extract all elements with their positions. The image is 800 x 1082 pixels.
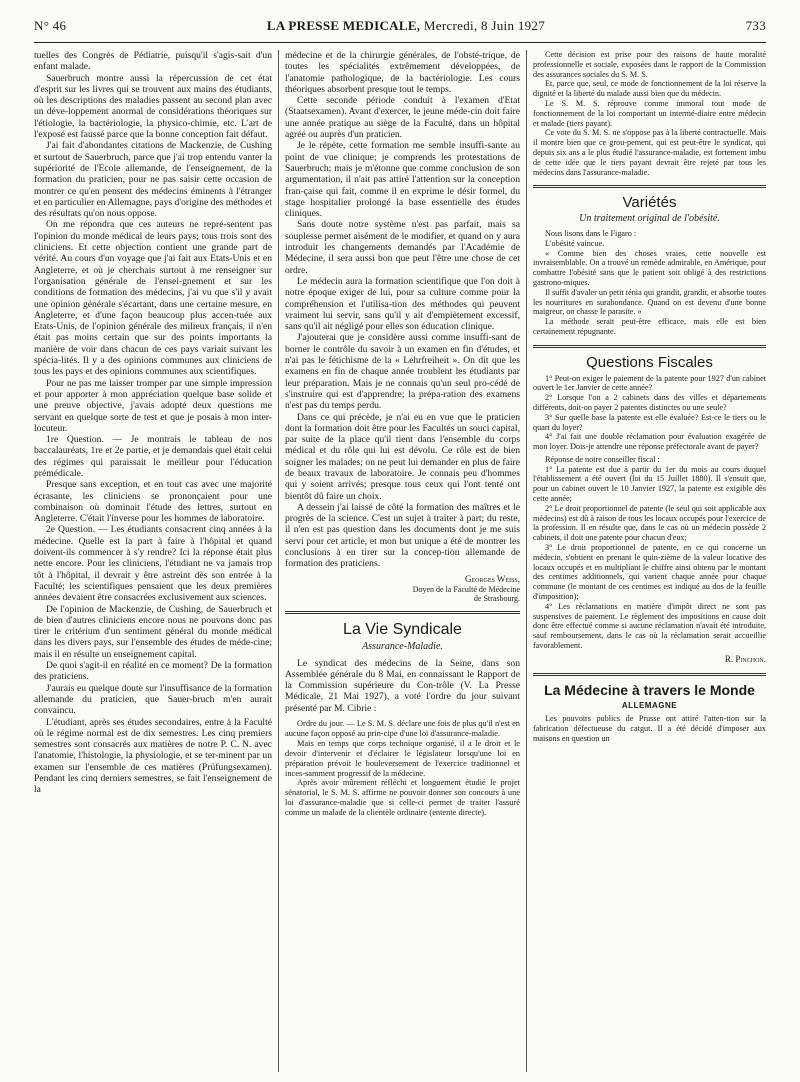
paragraph: Ce vote du S. M. S. ne s'oppose pas à la liberté contractuelle. Mais il montre bien que ce grou-pement, qui est peut-être le syndicat, qui depuis six ans a le plus étudié l'assurance-maladie, est fortement imbu de cette idée que le tiers payant devrait être rejeté par tous les médecins dans l'assurance-maladie. [533, 128, 766, 177]
paragraph: J'ajouterai que je considère aussi comme insuffi-sant de borner le contrôle du savoir à un examen en fin d'études, et n'ai pas le fétichisme de la « Lehrfreiheit ». On dit que les examens en fin de chaque année troublent les étudiants par leur préparation. Mais je ne connais qu'un seul pro-cédé de s'instruire qui est d'apprendre; la prépa-ration des examens n'est pas du temps perdu. [285, 332, 520, 412]
paragraph: « Comme bien des choses vraies, cette nouvelle est invraisemblable. On a trouvé un remède admirable, en Amérique, pour combattre l'obésité sans que le patient soit obligé à des restrictions gastrono-miques. [533, 248, 766, 287]
journal-title [267, 18, 545, 34]
column-3 [533, 50, 766, 744]
paragraph: Ordre du jour. — Le S. M. S. déclare une fois de plus qu'il n'est en aucune façon opposé au prin-cipe d'une loi d'assurance-maladie. [285, 719, 520, 738]
paragraph: Le médecin aura la formation scientifique que l'on doit à notre époque exiger de lui, pour sa culture comme pour la compréhension et l'utilisa-tion des méthodes qui peuvent vraiment lui servir, sans qu'il y ait d'empiètement excessif, sans qu'il ait négligé pour elles son éducation clinique. [285, 275, 520, 333]
paragraph: Et, parce que, seul, ce mode de fonctionnement de la loi réserve la dignité et la liberté du malade aussi bien que du médecin. [533, 79, 766, 99]
paragraph: Cette seconde période conduit à l'examen d'Etat (Staatsexamen). Avant d'exercer, le jeune méde-cin doit faire une année pratique au siège de la Faculté, dans un hôpital agréé ou auprès d'un praticien. [285, 95, 520, 141]
paragraph: 3° Sur quelle base la patente est elle évaluée? Est-ce le tiers ou le quart du loyer? [533, 412, 766, 432]
paragraph: Sans doute notre système n'est pas parfait, mais sa souplesse permet aisément de le modifier, et quand on y aura introduit les changements demandés par l'Académie de Médecine, il sera aussi bon que peut l'être une chose de cet ordre. [285, 219, 520, 276]
paragraph: Le S. M. S. réprouve comme immoral tout mode de fonctionnement de la loi comportant un intermé-diaire entre médecin et malade (tiers payant). [533, 98, 766, 128]
paragraph: L'étudiant, après ses études secondaires, entre à la Faculté où le régime normal est de dix semestres. Les cinq premiers semestres sont consacrés aux matières de notre P. C. N. avec l'anatomie, l'histologie, la physiologie, et se ter-minent par un examen sur l'ensemble de ces matières (Prüfungsexamen). Pendant les cinq derniers semestres, se fait l'enseignement de la [34, 716, 272, 796]
issue-number: N° 46 [34, 18, 67, 33]
signature-title-2: de Strasbourg. [473, 593, 520, 603]
paragraph: 2° Le droit proportionnel de patente (le seul qui soit applicable aux médecins) est dû à raison de tous les locaux occupés pour l'exercice de la profession. Il en résulte que, dans le cas où un médecin possède 2 cabinets, il doit une patente pour chacun d'eux; [533, 503, 766, 543]
paragraph: 1re Question. — Je montrais le tableau de nos baccalauréats, 1re et 2e partie, et je demandais quel était celui des régimes qui paraissait le meilleur pour l'éducation prémédicale. [34, 434, 272, 479]
paragraph: Pour ne pas me laisser tromper par une simple impression et pour apporter à mon appréciation quelque base solide et une preuve objective, j'avais adopté deux questions me servant en quelque sorte de test et que je posais à mon inter-locuteur. [34, 377, 272, 434]
paragraph: J'ai fait d'abondantes citations de Mackenzie, de Cushing et surtout de Sauerbruch, parce que j'ai trop entendu vanter la supériorité de l'Ecole allemande, de l'enseignement, de la formation du praticien, pour ne pas saisir cette occasion de montrer ce qu'en pensent des médecins éminents à l'étranger et en particulier en Allemagne, pays d'origine des méthodes et des résultats qu'on nous oppose. [34, 140, 272, 220]
paragraph: Presque sans exception, et en tout cas avec une majorité écrasante, les cliniciens se prononçaient pour une combinaison où dominait l'étude des lettres, surtout en Angleterre. C'était l'inverse pour les hommes de laboratoire. [34, 479, 272, 525]
paragraph: Cette décision est prise pour des raisons de haute moralité professionnelle et sociale, exposées dans le rapport de la Commission des assurances sociales du S. M. S. [533, 50, 766, 79]
paragraph: J'aurais eu quelque doute sur l'insuffisance de la formation allemande du praticien, que Sauer-bruch m'en aurait convaincu. [34, 682, 272, 717]
fiscal-answer-intro: Réponse de notre conseiller fiscal : [545, 454, 660, 464]
article-signature: Georges Weiss, [464, 573, 520, 584]
paragraph: Après avoir mûrement réfléchi et longuement étudié le projet sénatorial, le S. M. S. affirme ne pouvoir donner son concours à une loi d'assurance-maladie que si celle-ci permet de traiter l'assuré comme un malade de la clientèle ordinaire (entente directe). [285, 778, 520, 818]
section-rule [533, 185, 766, 188]
syndicale-intro: Le syndicat des médecins de la Seine, dans son Assemblée générale du 8 Mai, en connaissant le Rapport de la Commission supérieure du Con-trôle (V. La Presse Médicale, 21 Mai 1927), a voté l'ordre du jour suivant présenté par M. Cibrie : [285, 657, 520, 714]
paragraph: médecine et de la chirurgie générales, de l'obsté-trique, de toutes les spécialités extrêmement développées, de l'anatomie pathologique, de la bactériologie. Les cours théoriques absorbent presque tout le temps. [285, 50, 520, 95]
signature-title-1: Doyen de la Faculté de Médecine [412, 584, 520, 594]
paragraph: 1° La patente est due à partir du 1er du mois au cours duquel l'établissement a été ouvert (loi du 15 Juillet 1880). Il s'ensuit que, pour un cabinet ouvert le 10 Janvier 1927, la patente est exigible dès cette année; [533, 464, 766, 504]
paragraph: Il suffit d'avaler un petit ténia qui grandit, grandit, et absorbe toutes les nourritures en surabondance. Quand on est devenu d'une bonne maigreur, on chasse le parasite. » [533, 287, 766, 317]
country-heading: ALLEMAGNE [621, 701, 678, 711]
column-1 [34, 50, 272, 796]
paragraph: De quoi s'agit-il en réalité en ce moment? De la formation des praticiens. [34, 660, 272, 683]
section-subtitle-obesite: Un traitement original de l'obésité. [579, 213, 720, 225]
paragraph: 1° Peut-on exiger le paiement de la patente pour 1927 d'un cabinet ouvert le 1er Janvier de cette année? [533, 373, 766, 393]
syndicale-continuation [533, 50, 766, 177]
paragraph: On me répondra que ces auteurs ne repré-sentent pas l'opinion du monde médical de leurs pays; tous trois sont des cliniciens. Et cette objection contient une grande part de vérité. Au cours d'un voyage que j'ai fait aux Etats-Unis et en Angleterre, et où je cherchais surtout à me renseigner sur l'organisation générale de l'ensei-gnement et sur les conditions de formation des médecins, j'ai vu que s'il y avait une opinion générale s'écartant, dans une certaine mesure, en Angleterre, et d'une façon beaucoup plus accen-tuée aux Etats-Unis, de l'opinion générale des milieux français, il n'en était pas moins certain que sur des points importants la manière de voir dans chacun de ces pays variait suivant les spécia-lités. Il y a des opinions communes aux cliniciens de tous les pays et des opinions communes aux scientifiques. [34, 219, 272, 378]
journal-name: LA PRESSE MEDICALE, [266, 18, 421, 33]
paragraph: Nous lisons dans le Figaro : [545, 228, 637, 238]
paragraph: De l'opinion de Mackenzie, de Cushing, de Sauerbruch et de bien d'autres cliniciens encore nous ne pouvons donc pas tirer le critérium d'un sentiment général du monde médical dans les divers pays, sur l'ensemble des études de méde-cine; mais il en résulte un enseignement capital. [34, 603, 272, 660]
column-2 [285, 50, 520, 818]
page-header [34, 18, 766, 40]
section-rule [533, 673, 766, 676]
monde-paragraph: Les pouvoirs publics de Prusse ont attiré l'atten-tion sur la fabrication défectueuse du catgut. Il a été décidé d'imposer aux maisons en question un [533, 714, 766, 743]
paragraph: tuelles des Congrès de Pédiatrie, puisqu'il s'agis-sait d'un enfant malade. [34, 50, 272, 73]
paragraph: La méthode serait peut-être efficace, mais elle est bien certainement répugnante. [533, 317, 766, 336]
section-title-monde: La Médecine à travers le Monde [544, 681, 755, 698]
page-number: 733 [745, 18, 766, 33]
paragraph: Mais en temps que corps technique organisé, il a le droit et le devoir d'intervenir et d'éclairer le législateur lorsqu'une loi en préparation prévoit le bouleversement de l'exercice traditionnel et inces-samment progressif de la médecine. [285, 738, 520, 778]
issue-date: Mercredi, 8 Juin 1927 [423, 18, 546, 33]
column-divider [526, 50, 527, 1072]
syndicale-resolution [285, 719, 520, 818]
fiscal-signature: R. Pinchon. [724, 653, 766, 664]
paragraph: 2° Lorsque l'on a 2 cabinets dans des villes et départements différents, doit-on payer 2 patentes distinctes ou une seule? [533, 393, 766, 412]
article-continuation [285, 50, 520, 570]
paragraph: Je le répète, cette formation me semble insuffi-sante au point de vue clinique; je comprends les protestations de Sauerbruch; mais je m'étonne que comme conclusion de son argumentation, il n'ait pas attiré l'attention sur la conception fran-çaise qui fait, comme il en exprime le désir formel, du stage hospitalier prolongé la base essentielle des études cliniques. [285, 140, 520, 220]
section-rule [533, 345, 766, 348]
fiscal-answers [533, 465, 766, 651]
section-title-syndicale: La Vie Syndicale [343, 620, 462, 638]
varietes-body [533, 229, 766, 337]
paragraph: A dessein j'ai laissé de côté la formation des maîtres et le progrès de la science. C'est un sujet à traiter à part; du reste, il n'en est pas question dans les documents dont je me suis servi pour cet article, et mon but unique a été de montrer les conclusions à en tirer sur la concep-tion allemande de formation des praticiens. [285, 501, 520, 570]
fiscal-questions [533, 374, 766, 452]
section-subtitle-assurance: Assurance-Maladie. [362, 641, 443, 653]
paragraph: Sauerbruch montre aussi la répercussion de cet état d'esprit sur les livres qui se trouvent aux mains des étudiants, où les descriptions des maladies passent au second plan avec un déve-loppement anormal de considérations théoriques sur l'étiologie, la bactériologie, la physico-chimie, etc. L'art de l'exposé est faussé parce que la bonne conception fait défaut. [34, 72, 272, 141]
paragraph: Dans ce qui précède, je n'ai eu en vue que le praticien dont la formation doit être pour les Facultés un souci capital, par suite de la place qu'il tient dans l'ensemble du corps médical et du rôle qui lui est dévolu. Ce rôle est de bien soigner les malades; on ne peut lui demander en plus de faire de beaux travaux de laboratoire. Je connais peu d'hommes qui y soient arrivés; presque tous ceux qui l'ont tenté ont bientôt dû faire un choix. [285, 411, 520, 502]
paragraph: L'obésité vaincue. [545, 238, 605, 248]
section-title-fiscales: Questions Fiscales [586, 353, 713, 371]
column-divider [278, 50, 279, 1072]
paragraph: 3° Le droit proportionnel de patente, en ce qui concerne un médecin, s'obtient en prenant le quin-zième de la valeur locative des locaux occupés et en multipliant le chiffre ainsi obtenu par le montant des centimes additionnels, qui varient chaque année pour chaque commune (le montant de ces centimes est indiqué au dos de la feuille d'imposition); [533, 543, 766, 602]
paragraph: 4° J'ai fait une double réclamation pour évaluation exagérée de mon loyer. Dois-je attendre une réponse préfectorale avant de payer? [533, 432, 766, 452]
paragraph: 4° Les réclamations en matière d'impôt direct ne sont pas suspensives de paiement. Le règlement des impositions en cause doit donc être effectué comme si aucune réclamation n'avait été introduite, sauf remboursement, dans le cas où la réclamation serait accueillie favorablement. [533, 601, 766, 651]
section-title-varietes: Variétés [622, 194, 677, 212]
section-rule [285, 611, 520, 614]
header-rule [34, 42, 766, 43]
paragraph: 2e Question. — Les étudiants consacrent cinq années à la médecine. Quelle est la part à faire à l'hôpital et quand doivent-ils commencer à s'y rendre? Ici la réponse était plus nette encore. Pour les cliniciens, l'étudiant ne va jamais trop tôt à l'hôpital, il devrait y être astreint dès son entrée à la Faculté; les scientifiques pensaient que les deux premières années devaient être consacrées exclusivement aux sciences. [34, 524, 272, 604]
